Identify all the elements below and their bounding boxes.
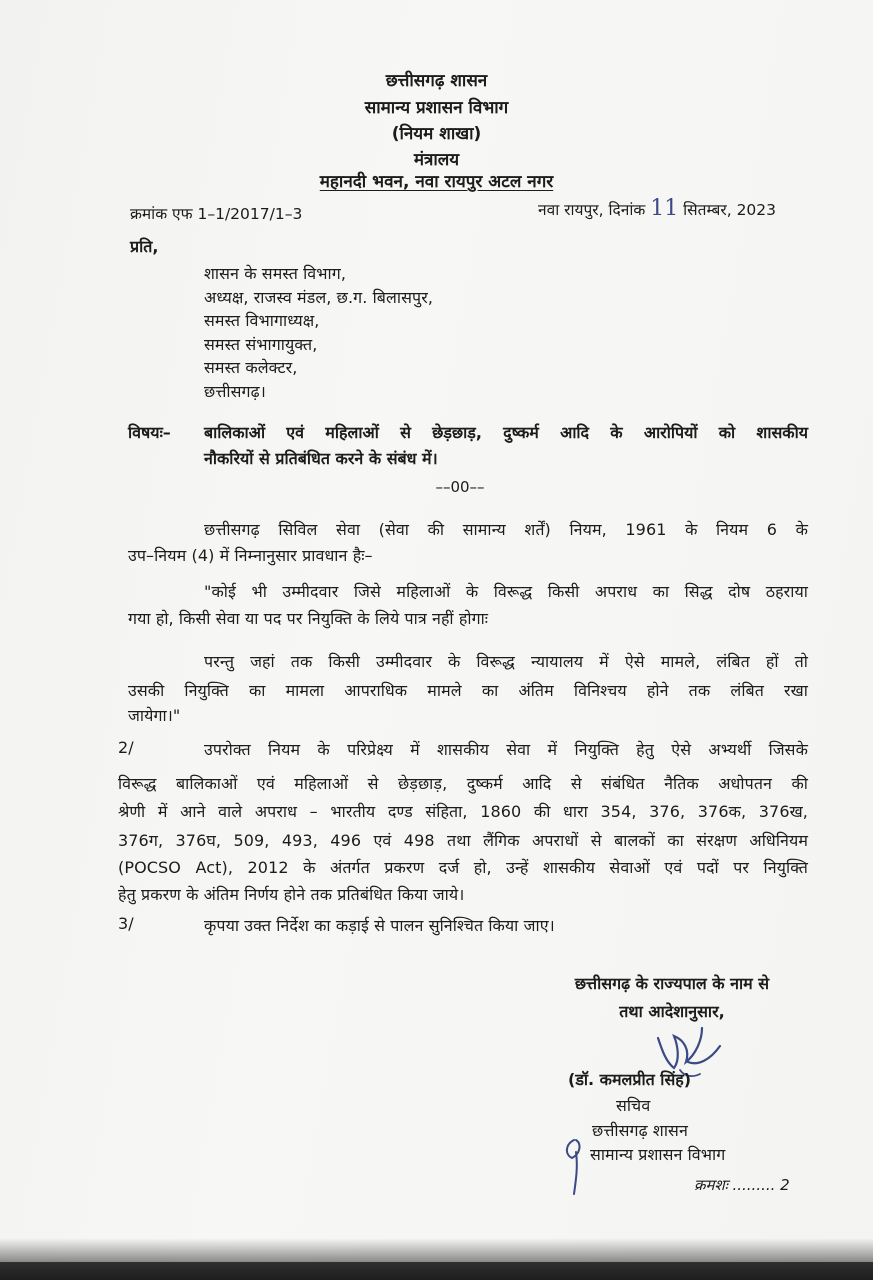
para2-line-4: 376ग, 376घ, 509, 493, 496 एवं 498 तथा लैंगिक अपराधों से बालकों का संरक्षण अधिनियम (118, 831, 808, 850)
para2-line-6: हेतु प्रकरण के अंतिम निर्णय होने तक प्रतिबंधित किया जाये। (118, 885, 465, 904)
reference-number: क्रमांक एफ 1–1/2017/1–3 (130, 205, 303, 223)
quote-line-3: परन्तु जहां तक किसी उम्मीदवार के विरूद्ध न्यायालय में ऐसे मामले, लंबित हों तो (204, 652, 808, 671)
continued-marker: क्रमशः ......... 2 (694, 1176, 790, 1194)
para2-line-2: विरूद्ध बालिकाओं एवं महिलाओं से छेड़छाड़, दुष्कर्म आदि से संबंधित नैतिक अधोपतन की (118, 774, 808, 793)
header-govt: छत्तीसगढ़ शासन (385, 71, 488, 91)
quote-line-5: जायेगा।" (128, 706, 181, 725)
para2-line-3: श्रेणी में आने वाले अपराध – भारतीय दण्ड संहिता, 1860 की धारा 354, 376, 376क, 376ख, (118, 802, 808, 821)
signoff-designation: सचिव (616, 1096, 651, 1115)
recipient-1: शासन के समस्त विभाग, (204, 264, 347, 283)
header-department: सामान्य प्रशासन विभाग (364, 98, 509, 118)
initials-mark-icon (560, 1132, 590, 1198)
para3-line-1: कृपया उक्त निर्देश का कड़ाई से पालन सुनिश्चित किया जाए। (204, 916, 555, 935)
quote-line-1: "कोई भी उम्मीदवार जिसे महिलाओं के विरूद्ध किसी अपराध का सिद्ध दोष ठहराया (204, 582, 808, 601)
subject-line-2: नौकरियों से प्रतिबंधित करने के संबंध में। (204, 449, 438, 468)
recipient-5: समस्त कलेक्टर, (204, 358, 298, 377)
para3-number: 3/ (118, 914, 134, 933)
signoff-line-2: तथा आदेशानुसार, (619, 1002, 725, 1021)
subject-label: विषयः– (128, 423, 171, 442)
to-label: प्रति, (130, 237, 159, 256)
signoff-name: (डॉ. कमलप्रीत सिंह) (568, 1070, 692, 1089)
recipient-3: समस्त विभागाध्यक्ष, (204, 311, 320, 330)
date-day: 11 (650, 196, 679, 221)
header-branch: (नियम शाखा) (391, 124, 482, 144)
header-ministry: मंत्रालय (413, 150, 460, 170)
para2-line-1: उपरोक्त नियम के परिप्रेक्ष्य में शासकीय सेवा में नियुक्ति हेतु ऐसे अभ्यर्थी जिसके (204, 740, 808, 759)
date-month-year: सितम्बर, 2023 (683, 201, 777, 219)
para2-number: 2/ (118, 738, 134, 757)
quote-line-4: उसकी नियुक्ति का मामला आपराधिक मामले का अंतिम विनिश्चय होने तक लंबित रखा (128, 681, 808, 700)
subject-line-1: बालिकाओं एवं महिलाओं से छेड़छाड़, दुष्कर्म आदि के आरोपियों को शासकीय (204, 423, 808, 442)
para2-line-5: (POCSO Act), 2012 के अंतर्गत प्रकरण दर्ज हो, उन्हें शासकीय सेवाओं एवं पदों पर नियुक्ति (118, 858, 808, 877)
date-prefix: नवा रायपुर, दिनांक (538, 201, 646, 219)
signoff-department: सामान्य प्रशासन विभाग (590, 1145, 726, 1164)
reference-date (538, 196, 776, 221)
separator: ––00–– (435, 478, 485, 496)
header-address (0, 169, 873, 192)
quote-line-2: गया हो, किसी सेवा या पद पर नियुक्ति के लिये पात्र नहीं होगाः (128, 609, 489, 628)
recipient-6: छत्तीसगढ़। (204, 382, 266, 401)
para1-line-1: छत्तीसगढ़ सिविल सेवा (सेवा की सामान्य शर्तें) नियम, 1961 के नियम 6 के (204, 520, 808, 539)
signoff-line-1: छत्तीसगढ़ के राज्यपाल के नाम से (574, 974, 770, 993)
para1-line-2: उप–नियम (4) में निम्नानुसार प्रावधान हैः– (128, 546, 373, 565)
recipient-2: अध्यक्ष, राजस्व मंडल, छ.ग. बिलासपुर, (204, 288, 434, 307)
recipient-4: समस्त संभागायुक्त, (204, 335, 318, 354)
signoff-govt: छत्तीसगढ़ शासन (592, 1121, 688, 1140)
header-address-text: महानदी भवन, नवा रायपुर अटल नगर (319, 172, 554, 192)
bottom-shadow (0, 1238, 873, 1280)
